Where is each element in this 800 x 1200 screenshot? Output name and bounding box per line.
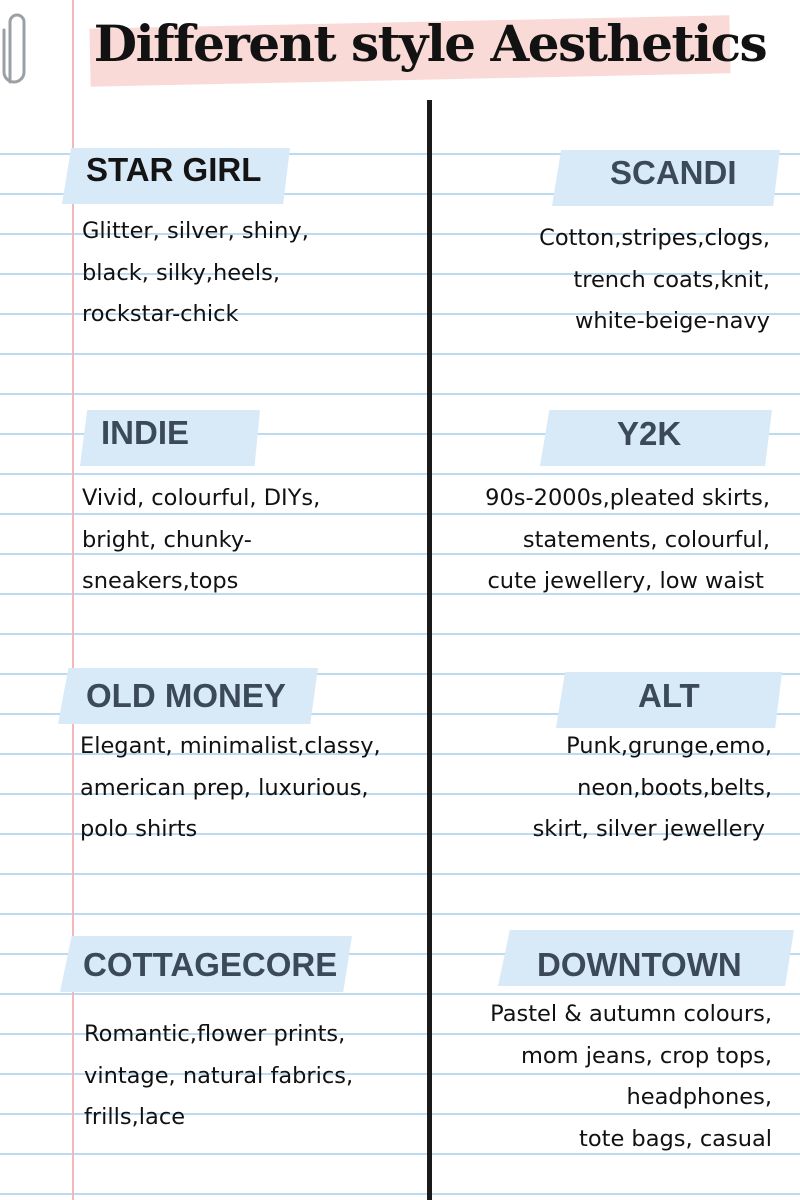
aesthetic-description: 90s-2000s,pleated skirts, statements, colourful, cute jewellery, low waist bbox=[485, 485, 770, 594]
paperclip-icon bbox=[2, 10, 28, 90]
aesthetic-name: SCANDI bbox=[610, 154, 737, 191]
aesthetic-name: Y2K bbox=[617, 415, 682, 452]
page-title: Different style Aesthetics bbox=[93, 14, 767, 73]
aesthetic-name: OLD MONEY bbox=[86, 677, 286, 714]
aesthetic-name: STAR GIRL bbox=[86, 151, 262, 188]
aesthetic-name: INDIE bbox=[101, 414, 190, 451]
column-divider bbox=[427, 100, 432, 1200]
aesthetic-description: Glitter, silver, shiny, black, silky,heels, rockstar-chick bbox=[82, 218, 309, 327]
aesthetic-description: Romantic,flower prints, vintage, natural fabrics, frills,lace bbox=[84, 1021, 354, 1130]
aesthetic-description: Vivid, colourful, DIYs, bright, chunky- sneakers,tops bbox=[82, 485, 321, 594]
aesthetic-description: Punk,grunge,emo, neon,boots,belts, skirt, silver jewellery bbox=[532, 733, 772, 842]
aesthetic-name: DOWNTOWN bbox=[537, 946, 742, 983]
aesthetic-description: Elegant, minimalist,classy, american prep, luxurious, polo shirts bbox=[80, 733, 381, 842]
aesthetic-name: COTTAGECORE bbox=[83, 946, 338, 983]
aesthetic-description: Cotton,stripes,clogs, trench coats,knit, white-beige-navy bbox=[539, 225, 770, 334]
aesthetic-description: Pastel & autumn colours, mom jeans, crop tops, headphones, tote bags, casual bbox=[490, 1001, 772, 1152]
aesthetic-name: ALT bbox=[638, 677, 700, 714]
